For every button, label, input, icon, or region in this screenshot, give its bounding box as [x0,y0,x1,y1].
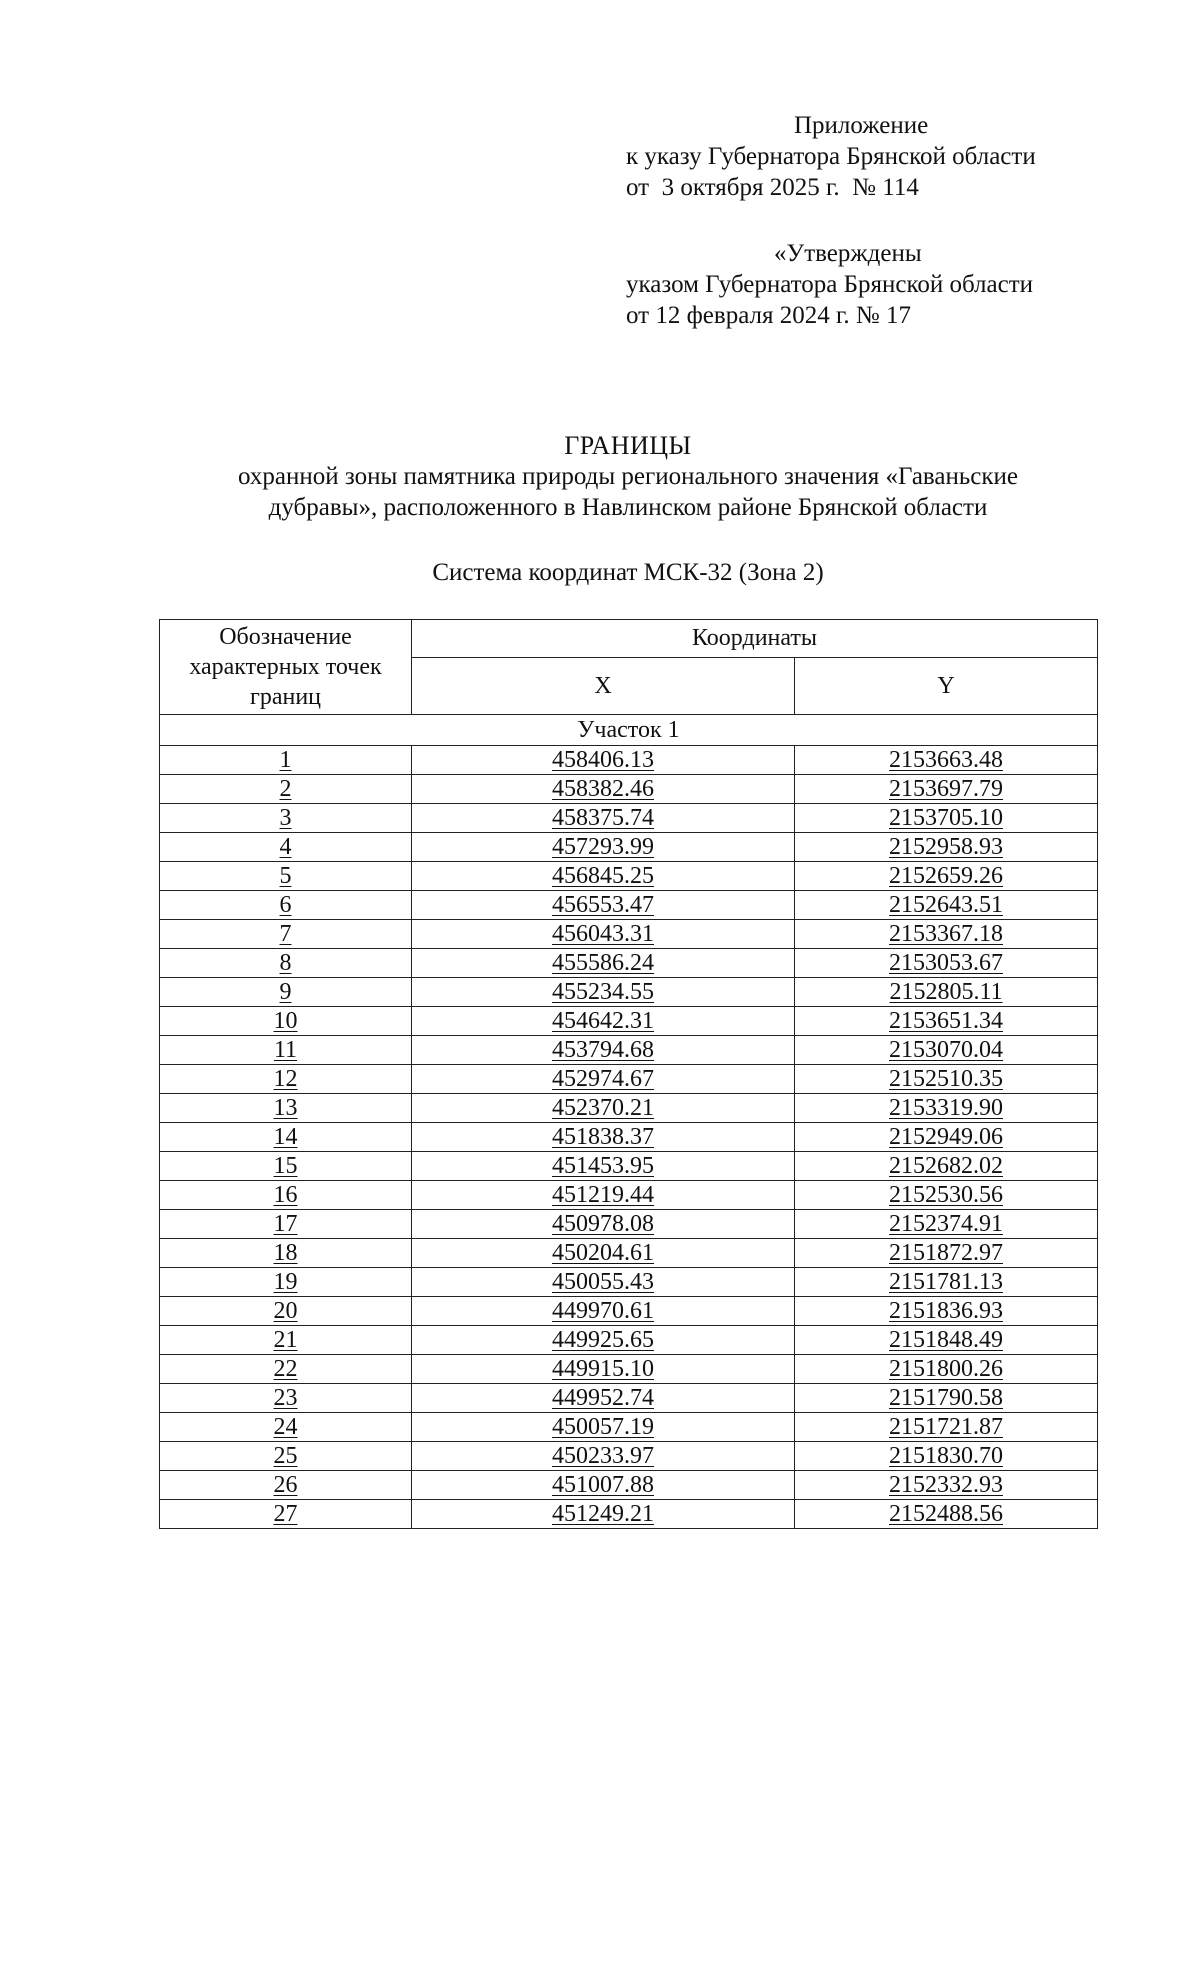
table-row [160,862,1098,891]
y-coordinate-cell-value: 2152374.91 [889,1211,1003,1237]
x-coordinate-cell [412,1239,795,1268]
x-coordinate-cell [412,1413,795,1442]
x-coordinate-cell-value: 455586.24 [552,950,654,976]
point-number-cell-value: 12 [273,1066,298,1092]
x-coordinate-cell-value: 450057.19 [552,1414,654,1440]
point-number-cell-value: 4 [279,834,292,860]
y-coordinate-cell [795,1413,1098,1442]
table-row [160,1268,1098,1297]
x-coordinate-cell-value: 451453.95 [552,1153,654,1179]
point-number-cell [160,1442,412,1471]
point-number-cell-value: 1 [279,747,292,773]
point-number-cell-value: 11 [273,1037,298,1063]
y-coordinate-cell [795,978,1098,1007]
x-coordinate-cell-value: 453794.68 [552,1037,654,1063]
x-coordinate-cell-value: 451249.21 [552,1501,654,1527]
y-coordinate-cell-value: 2151836.93 [889,1298,1003,1324]
x-coordinate-cell-value: 451838.37 [552,1124,654,1150]
y-coordinate-cell [795,833,1098,862]
x-coordinate-cell-value: 456845.25 [552,863,654,889]
y-coordinate-cell-value: 2153705.10 [889,805,1003,831]
point-number-cell [160,746,412,775]
x-coordinate-cell [412,1297,795,1326]
point-number-cell [160,1036,412,1065]
x-coordinate-cell [412,891,795,920]
y-coordinate-cell [795,1210,1098,1239]
y-coordinate-cell [795,1471,1098,1500]
x-coordinate-cell-value: 451007.88 [552,1472,654,1498]
y-coordinate-cell [795,1065,1098,1094]
table-row [160,920,1098,949]
point-number-cell-value: 5 [279,863,292,889]
point-number-cell [160,1355,412,1384]
point-number-cell-value: 25 [273,1443,298,1469]
y-coordinate-cell [795,1326,1098,1355]
point-number-cell [160,1326,412,1355]
table-row [160,1094,1098,1123]
y-coordinate-cell [795,775,1098,804]
point-number-cell [160,775,412,804]
y-coordinate-cell [795,804,1098,833]
coordinates-column-header: Координаты [412,620,1098,658]
y-coordinate-cell-value: 2152682.02 [889,1153,1003,1179]
point-number-cell-value: 22 [273,1356,298,1382]
table-row [160,1297,1098,1326]
y-coordinate-cell-value: 2152488.56 [889,1501,1003,1527]
approved-decree-date: от 12 февраля 2024 г. № 17 [626,302,912,329]
x-coordinate-cell-value: 450204.61 [552,1240,654,1266]
x-coordinate-cell [412,862,795,891]
y-column-header: Y [795,658,1098,715]
table-row [160,833,1098,862]
point-number-cell-value: 23 [273,1385,298,1411]
x-coordinate-cell [412,920,795,949]
x-coordinate-cell [412,746,795,775]
x-coordinate-cell [412,1384,795,1413]
point-number-cell [160,862,412,891]
x-coordinate-cell-value: 452370.21 [552,1095,654,1121]
point-number-cell-value: 8 [279,950,292,976]
y-coordinate-cell [795,1123,1098,1152]
section-row [160,715,1098,746]
table-row [160,1442,1098,1471]
page-title: ГРАНИЦЫ [564,431,692,460]
x-coordinate-cell-value: 458406.13 [552,747,654,773]
table-row [160,1500,1098,1529]
x-coordinate-cell-value: 458382.46 [552,776,654,802]
point-number-cell [160,1007,412,1036]
y-coordinate-cell-value: 2153697.79 [889,776,1003,802]
x-coordinate-cell [412,949,795,978]
x-coordinate-cell [412,1326,795,1355]
appendix-header [626,110,1146,203]
y-coordinate-cell-value: 2152805.11 [889,979,1003,1005]
y-coordinate-cell-value: 2152949.06 [889,1124,1003,1150]
point-number-cell [160,1210,412,1239]
x-coordinate-cell [412,775,795,804]
y-coordinate-cell-value: 2151781.13 [889,1269,1003,1295]
table-row [160,1210,1098,1239]
y-coordinate-cell [795,1500,1098,1529]
point-number-cell [160,1239,412,1268]
x-coordinate-cell-value: 449952.74 [552,1385,654,1411]
y-coordinate-cell [795,1268,1098,1297]
point-number-cell [160,949,412,978]
table-row [160,1355,1098,1384]
y-coordinate-cell [795,862,1098,891]
y-coordinate-cell [795,949,1098,978]
x-coordinate-cell-value: 452974.67 [552,1066,654,1092]
point-number-cell-value: 19 [273,1269,298,1295]
y-coordinate-cell-value: 2153663.48 [889,747,1003,773]
table-row [160,1471,1098,1500]
y-coordinate-cell [795,1094,1098,1123]
table-row [160,1007,1098,1036]
point-number-cell-value: 18 [273,1240,298,1266]
point-number-cell [160,1413,412,1442]
y-coordinate-cell [795,1181,1098,1210]
table-row [160,1152,1098,1181]
y-coordinate-cell [795,746,1098,775]
x-coordinate-cell-value: 458375.74 [552,805,654,831]
x-coordinate-cell [412,833,795,862]
table-row [160,1123,1098,1152]
x-coordinate-cell [412,1065,795,1094]
point-number-cell [160,978,412,1007]
point-number-cell [160,1152,412,1181]
point-number-cell [160,891,412,920]
document-title [160,430,1096,523]
coordinate-system-label: Система координат МСК-32 (Зона 2) [432,559,824,586]
point-number-cell [160,804,412,833]
table-row [160,891,1098,920]
point-number-cell [160,1123,412,1152]
point-number-cell [160,1500,412,1529]
y-coordinate-cell-value: 2151800.26 [889,1356,1003,1382]
point-number-cell-value: 15 [273,1153,298,1179]
approved-decree-ref: указом Губернатора Брянской области [626,271,1034,298]
x-coordinate-cell [412,1123,795,1152]
x-coordinate-cell [412,804,795,833]
y-coordinate-cell [795,920,1098,949]
x-coordinate-cell-value: 449915.10 [552,1356,654,1382]
x-coordinate-cell-value: 455234.55 [552,979,654,1005]
x-coordinate-cell-value: 450978.08 [552,1211,654,1237]
table-row [160,746,1098,775]
y-coordinate-cell [795,1036,1098,1065]
appendix-decree-date: от 3 октября 2025 г. № 114 [626,174,919,201]
appendix-decree-ref: к указу Губернатора Брянской области [626,143,1036,170]
point-number-cell [160,833,412,862]
appendix-label: Приложение [794,112,929,139]
x-coordinate-cell [412,1181,795,1210]
table-row [160,1065,1098,1094]
y-coordinate-cell-value: 2153319.90 [889,1095,1003,1121]
table-row [160,1036,1098,1065]
approved-label: «Утверждены [774,240,922,267]
point-number-cell-value: 26 [273,1472,298,1498]
point-number-cell-value: 10 [273,1008,298,1034]
x-coordinate-cell [412,1094,795,1123]
table-row [160,804,1098,833]
table-row [160,978,1098,1007]
x-coordinate-cell [412,1210,795,1239]
point-number-cell-value: 21 [273,1327,298,1353]
point-number-cell-value: 7 [279,921,292,947]
x-coordinate-cell [412,1500,795,1529]
title-line-1: охранной зоны памятника природы регионального значения «Гаваньские [238,463,1018,490]
point-number-cell-value: 16 [273,1182,298,1208]
coordinates-table [159,619,1098,1529]
point-number-cell-value: 14 [273,1124,298,1150]
x-coordinate-cell [412,978,795,1007]
x-coordinate-cell-value: 456043.31 [552,921,654,947]
y-coordinate-cell [795,891,1098,920]
y-coordinate-cell [795,1007,1098,1036]
y-coordinate-cell [795,1442,1098,1471]
point-number-cell [160,1471,412,1500]
x-coordinate-cell [412,1471,795,1500]
y-coordinate-cell [795,1239,1098,1268]
y-coordinate-cell-value: 2152643.51 [889,892,1003,918]
x-coordinate-cell-value: 449925.65 [552,1327,654,1353]
y-coordinate-cell-value: 2151848.49 [889,1327,1003,1353]
point-number-cell [160,1094,412,1123]
point-number-cell [160,1384,412,1413]
table-row [160,949,1098,978]
y-coordinate-cell-value: 2152659.26 [889,863,1003,889]
table-row [160,1181,1098,1210]
table-row [160,1326,1098,1355]
point-number-cell-value: 13 [273,1095,298,1121]
y-coordinate-cell [795,1297,1098,1326]
y-coordinate-cell-value: 2152332.93 [889,1472,1003,1498]
x-coordinate-cell-value: 450233.97 [552,1443,654,1469]
x-coordinate-cell [412,1442,795,1471]
y-coordinate-cell [795,1152,1098,1181]
section-label: Участок 1 [160,715,1098,746]
x-coordinate-cell [412,1355,795,1384]
point-number-cell [160,1181,412,1210]
x-coordinate-cell [412,1268,795,1297]
point-number-cell-value: 24 [273,1414,298,1440]
x-coordinate-cell [412,1036,795,1065]
y-coordinate-cell-value: 2151721.87 [889,1414,1003,1440]
point-number-cell [160,920,412,949]
approved-header [626,238,1146,331]
y-coordinate-cell-value: 2153367.18 [889,921,1003,947]
title-line-2: дубравы», расположенного в Навлинском районе Брянской области [268,494,988,521]
point-number-cell [160,1065,412,1094]
y-coordinate-cell-value: 2151790.58 [889,1385,1003,1411]
y-coordinate-cell-value: 2152530.56 [889,1182,1003,1208]
x-coordinate-cell-value: 451219.44 [552,1182,654,1208]
table-row [160,1413,1098,1442]
point-number-cell-value: 17 [273,1211,298,1237]
point-number-cell-value: 27 [273,1501,298,1527]
table-row [160,1239,1098,1268]
point-number-cell-value: 3 [279,805,292,831]
y-coordinate-cell-value: 2153053.67 [889,950,1003,976]
point-number-cell-value: 9 [279,979,292,1005]
x-coordinate-cell [412,1007,795,1036]
x-column-header: X [412,658,795,715]
point-number-cell-value: 2 [279,776,292,802]
x-coordinate-cell-value: 449970.61 [552,1298,654,1324]
y-coordinate-cell-value: 2153070.04 [889,1037,1003,1063]
point-number-cell [160,1268,412,1297]
x-coordinate-cell-value: 454642.31 [552,1008,654,1034]
y-coordinate-cell [795,1384,1098,1413]
table-row [160,1384,1098,1413]
y-coordinate-cell-value: 2152510.35 [889,1066,1003,1092]
y-coordinate-cell-value: 2152958.93 [889,834,1003,860]
x-coordinate-cell-value: 450055.43 [552,1269,654,1295]
y-coordinate-cell-value: 2151830.70 [889,1443,1003,1469]
point-number-cell [160,1297,412,1326]
x-coordinate-cell-value: 457293.99 [552,834,654,860]
point-number-cell-value: 20 [273,1298,298,1324]
table-row [160,775,1098,804]
y-coordinate-cell [795,1355,1098,1384]
y-coordinate-cell-value: 2151872.97 [889,1240,1003,1266]
x-coordinate-cell [412,1152,795,1181]
point-column-header: Обозначение характерных точек границ [160,620,412,715]
point-number-cell-value: 6 [279,892,292,918]
y-coordinate-cell-value: 2153651.34 [889,1008,1003,1034]
x-coordinate-cell-value: 456553.47 [552,892,654,918]
